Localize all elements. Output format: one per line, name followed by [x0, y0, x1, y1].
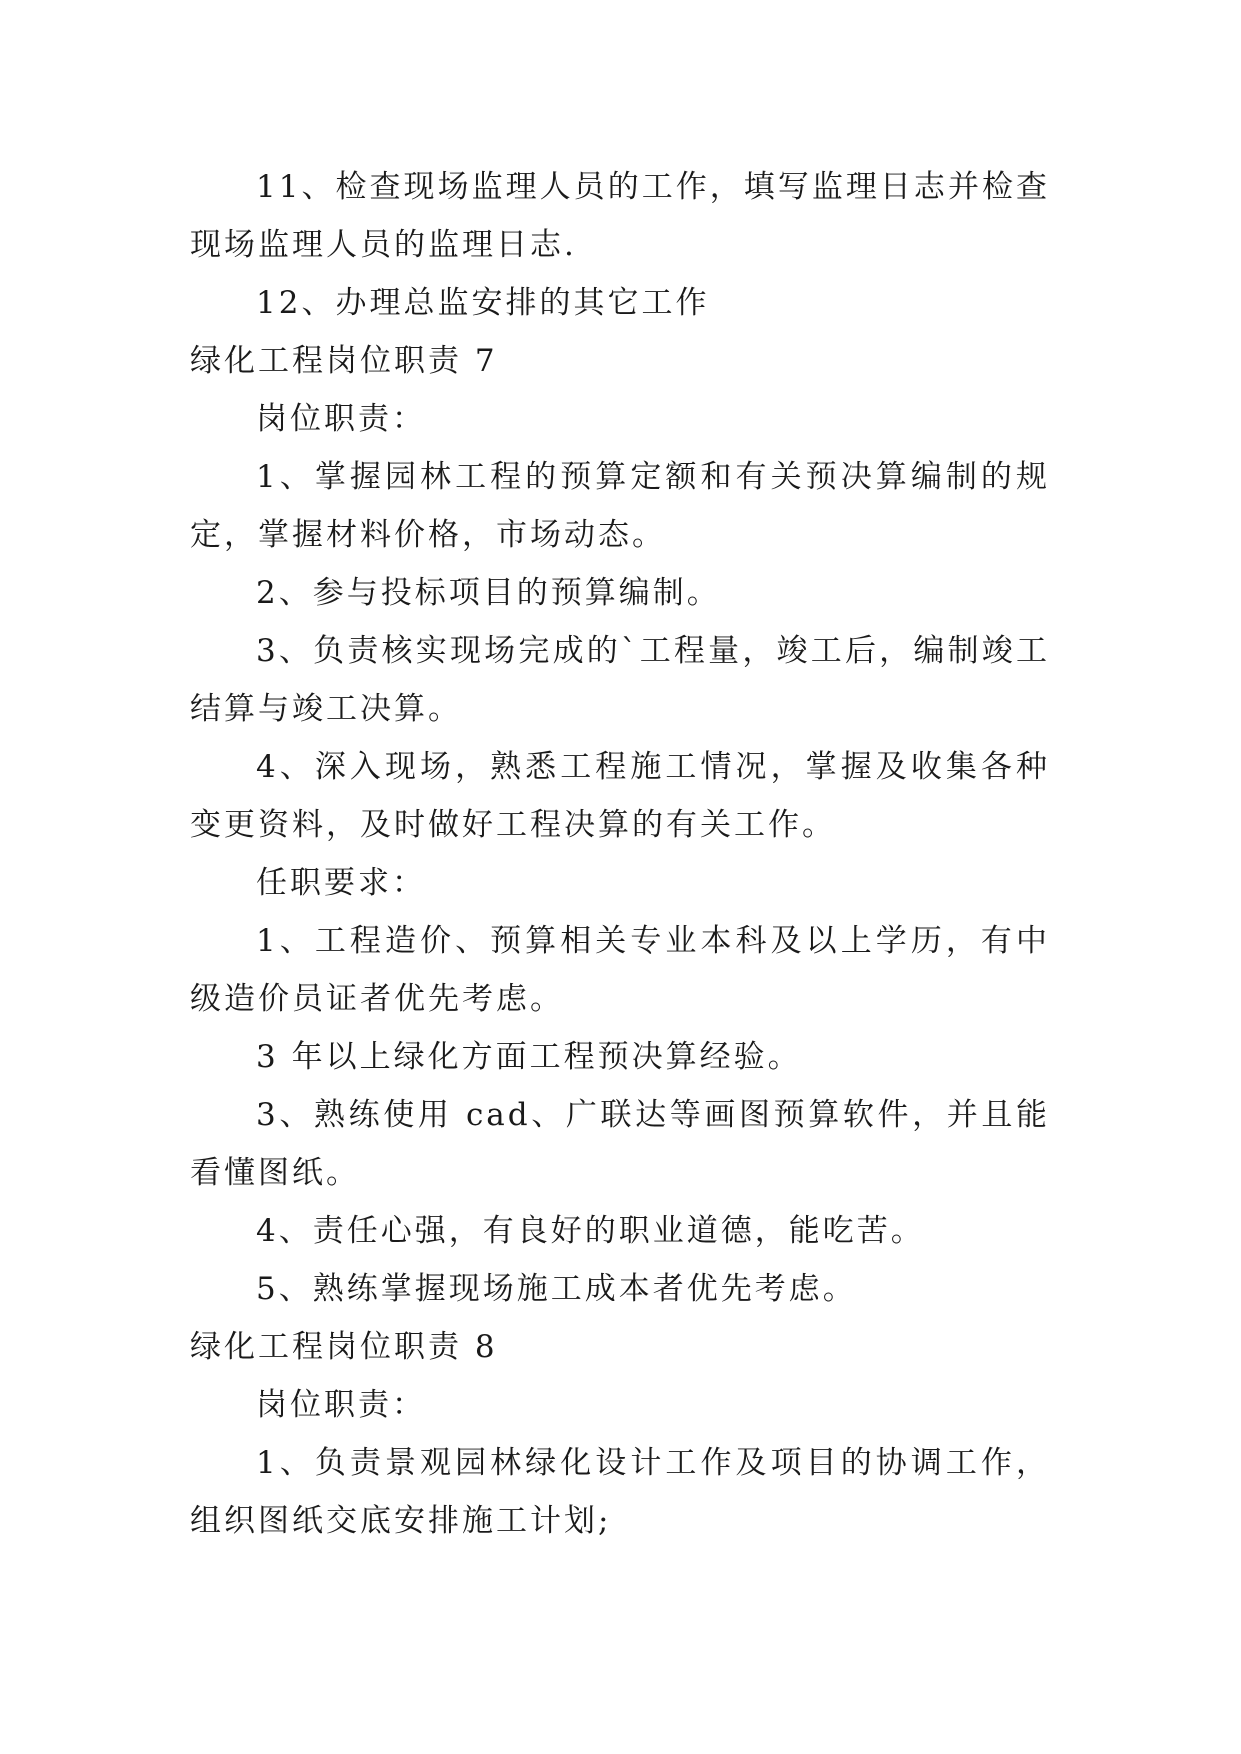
para-duty-7-4: 4、深入现场，熟悉工程施工情况，掌握及收集各种变更资料，及时做好工程决算的有关工作。 — [190, 749, 1050, 843]
para-duty-7-3: 3、负责核实现场完成的`工程量，竣工后，编制竣工结算与竣工决算。 — [190, 633, 1050, 727]
para-requirements-label-7: 任职要求： — [256, 865, 426, 901]
para-duty-7-2: 2、参与投标项目的预算编制。 — [256, 575, 721, 611]
section-heading-8: 绿化工程岗位职责 8 — [190, 1329, 498, 1365]
section-heading-7: 绿化工程岗位职责 7 — [190, 343, 498, 379]
para-req-7-3: 3、熟练使用 cad、广联达等画图预算软件，并且能看懂图纸。 — [190, 1097, 1050, 1191]
para-item-12: 12、办理总监安排的其它工作 — [256, 285, 710, 321]
document-body — [190, 158, 1050, 1550]
para-item-11: 11、检查现场监理人员的工作，填写监理日志并检查现场监理人员的监理日志. — [190, 169, 1050, 263]
para-duty-8-1: 1、负责景观园林绿化设计工作及项目的协调工作，组织图纸交底安排施工计划; — [190, 1445, 1050, 1539]
para-req-7-2: 3 年以上绿化方面工程预决算经验。 — [256, 1039, 802, 1075]
para-req-7-5: 5、熟练掌握现场施工成本者优先考虑。 — [256, 1271, 857, 1307]
para-duty-7-1: 1、掌握园林工程的预算定额和有关预决算编制的规定，掌握材料价格，市场动态。 — [190, 459, 1050, 553]
para-duties-label-8: 岗位职责： — [256, 1387, 426, 1423]
para-req-7-4: 4、责任心强，有良好的职业道德，能吃苦。 — [256, 1213, 925, 1249]
para-duties-label-7: 岗位职责： — [256, 401, 426, 437]
para-req-7-1: 1、工程造价、预算相关专业本科及以上学历，有中级造价员证者优先考虑。 — [190, 923, 1050, 1017]
